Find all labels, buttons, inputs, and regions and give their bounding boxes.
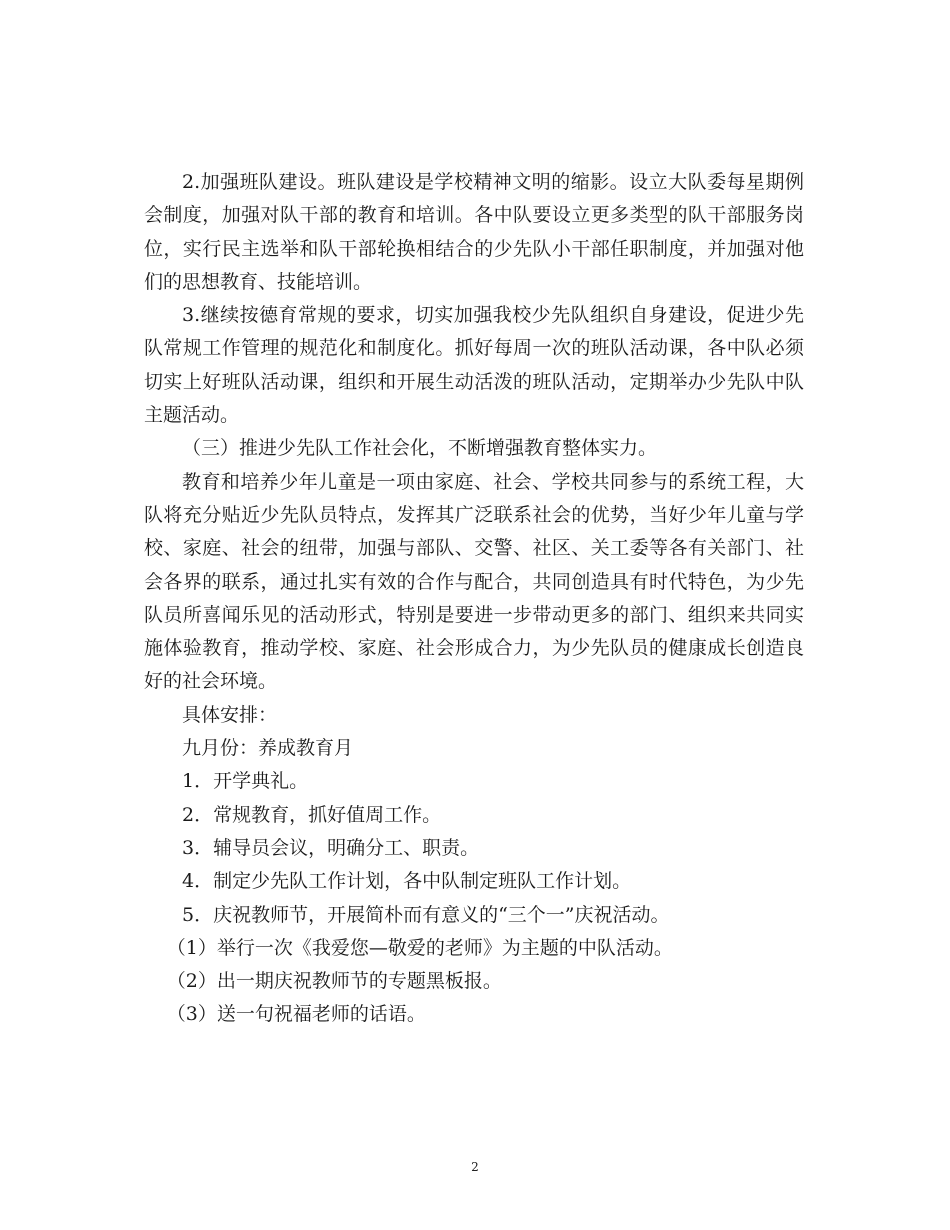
page-number: 2	[471, 1160, 479, 1174]
paragraph-moral-education: 3.继续按德育常规的要求，切实加强我校少先队组织自身建设，促进少先队常规工作管理的规范化和制度化。抓好每周一次的班队活动课，各中队必须切实上好班队活动课，组织和开展生动活泼的班队活动，定期举办少先队中队主题活动。	[144, 304, 804, 427]
section-heading-socialization: （三）推进少先队工作社会化，不断增强教育整体实力。	[182, 437, 658, 460]
list-item: 1．开学典礼。	[182, 770, 309, 793]
paragraph-class-team-building: 2.加强班队建设。班队建设是学校精神文明的缩影。设立大队委每星期例会制度，加强对队干部的教育和培训。各中队要设立更多类型的队干部服务岗位，实行民主选举和队干部轮换相结合的少先队小干部任职制度，并加强对他们的思想教育、技能培训。	[144, 171, 804, 293]
document-body	[144, 166, 804, 1032]
sub-list-item: （3）送一句祝福老师的话语。	[166, 1003, 426, 1026]
list-item: 2．常规教育，抓好值周工作。	[182, 803, 442, 826]
list-item: 3．辅导员会议，明确分工、职责。	[182, 836, 480, 859]
sub-list-item: （1）举行一次《我爱您—敬爱的老师》为主题的中队活动。	[166, 936, 673, 959]
schedule-heading: 具体安排：	[182, 703, 278, 726]
list-item: 4．制定少先队工作计划，各中队制定班队工作计划。	[182, 870, 632, 893]
sub-list-item: （2）出一期庆祝教师节的专题黑板报。	[166, 970, 502, 993]
month-heading-september: 九月份：养成教育月	[182, 737, 354, 760]
paragraph-education-system: 教育和培养少年儿童是一项由家庭、社会、学校共同参与的系统工程，大队将充分贴近少先队员特点，发挥其广泛联系社会的优势，当好少年儿童与学校、家庭、社会的纽带，加强与部队、交警、社区、关工委等各有关部门、社会各界的联系，通过扎实有效的合作与配合，共同创造具有时代特色，为少先队员所喜闻乐见的活动形式，特别是要进一步带动更多的部门、组织来共同实施体验教育，推动学校、家庭、社会形成合力，为少先队员的健康成长创造良好的社会环境。	[144, 470, 804, 693]
list-item: 5．庆祝教师节，开展简朴而有意义的“三个一”庆祝活动。	[182, 903, 670, 926]
